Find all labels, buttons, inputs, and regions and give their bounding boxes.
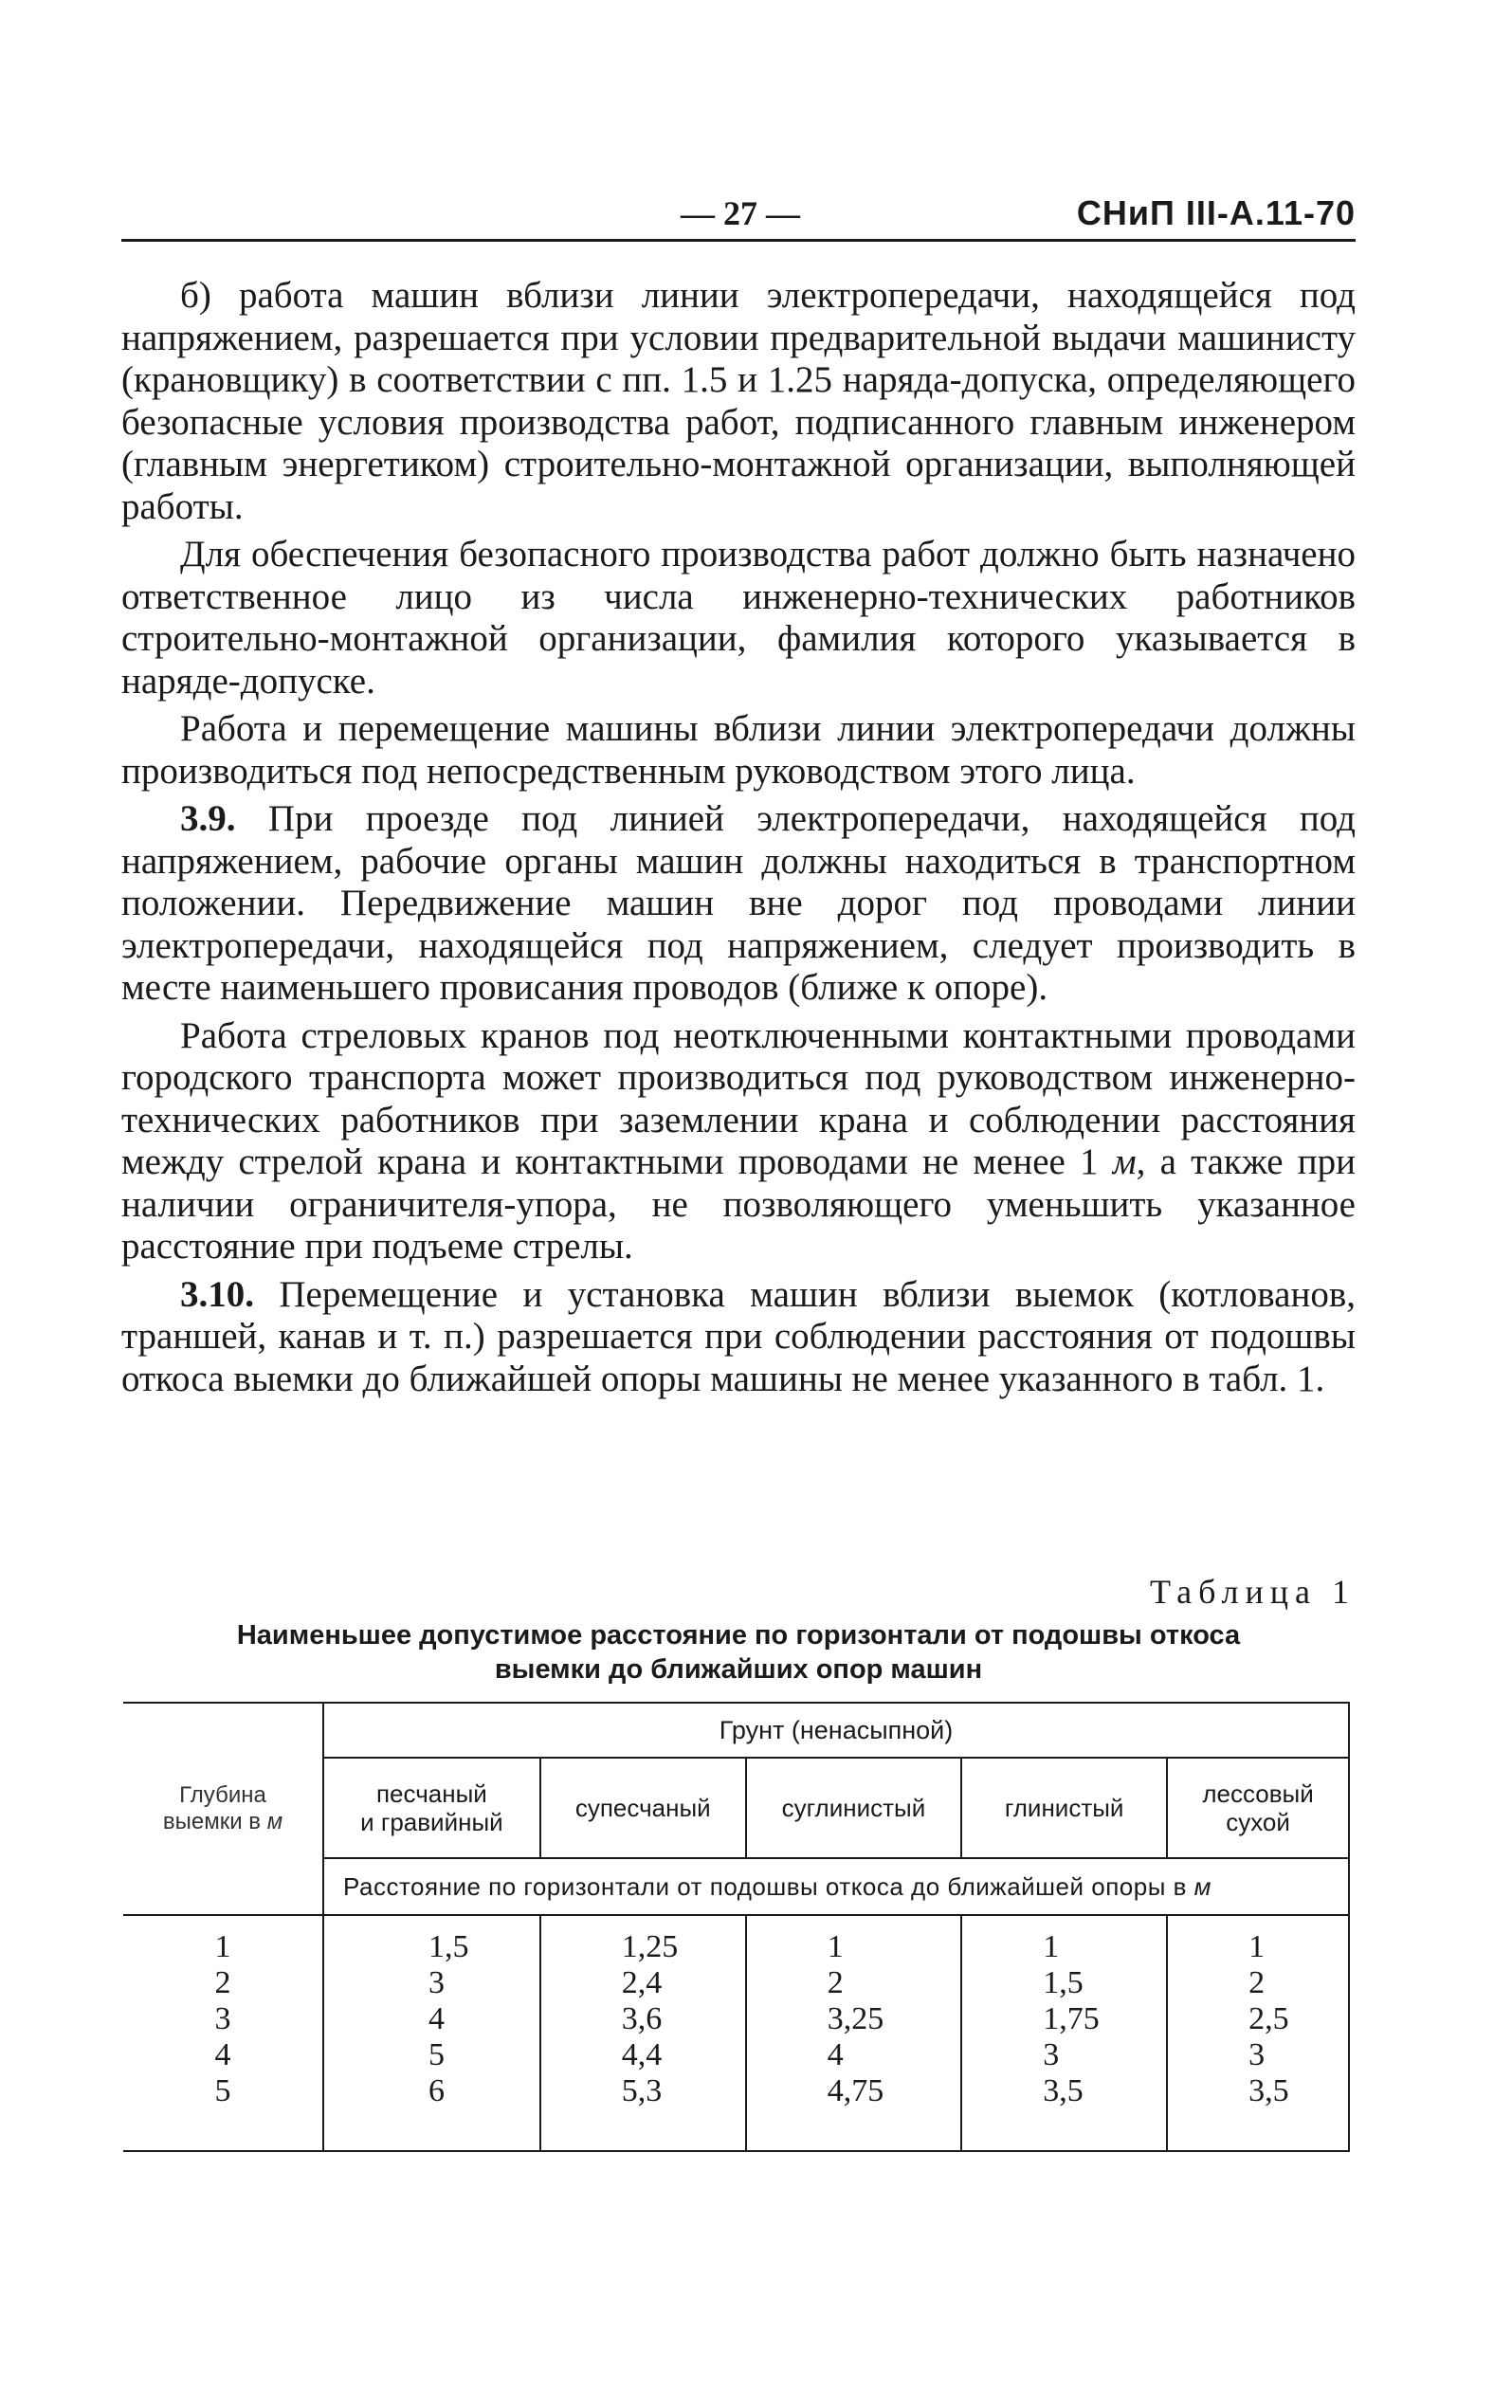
value-cell: 3,25 xyxy=(827,2001,884,2036)
soil-header-loess-line-2: сухой xyxy=(1226,1808,1290,1836)
table-data-row xyxy=(123,1915,1349,2151)
value-cell: 1 xyxy=(827,1929,844,1964)
paragraph-supervision: Работа и перемещение машины вблизи линии электропередачи должны производиться под непосредственным руководством этого лица. xyxy=(121,708,1356,792)
depth-cell: 1 xyxy=(214,1929,231,1964)
body-text xyxy=(121,275,1356,1406)
value-cell: 2 xyxy=(827,1965,844,2000)
table-label: Таблица 1 xyxy=(1150,1573,1356,1611)
distance-header-unit: м xyxy=(1193,1871,1211,1901)
distance-header xyxy=(323,1858,1349,1915)
table-title xyxy=(121,1618,1356,1687)
value-cell: 1,5 xyxy=(1043,1965,1084,2000)
depth-header-line-2 xyxy=(123,1809,322,1835)
value-cell: 3,5 xyxy=(1043,2073,1084,2108)
value-cell: 5,3 xyxy=(621,2073,663,2108)
clay-column xyxy=(961,1915,1167,2151)
soil-header-sand xyxy=(323,1758,540,1858)
value-cell: 3,5 xyxy=(1248,2073,1289,2108)
depth-header xyxy=(123,1703,323,1915)
depth-cell: 5 xyxy=(214,2073,231,2108)
page-number: — 27 — xyxy=(681,194,800,232)
value-cell: 1 xyxy=(1248,1929,1266,1964)
soil-header-sand-line-2: и гравийный xyxy=(360,1808,503,1836)
soil-header-sandy-loam: супесчаный xyxy=(540,1758,746,1858)
depth-header-line-1: Глубина xyxy=(179,1782,266,1808)
soil-header-loess-line-1: лессовый xyxy=(1202,1779,1314,1808)
value-cell: 1 xyxy=(1043,1929,1060,1964)
value-cell: 4,75 xyxy=(827,2073,884,2108)
soil-group-header: Грунт (ненасыпной) xyxy=(323,1703,1349,1758)
depth-header-text: выемки в xyxy=(162,1809,262,1834)
value-cell: 1,25 xyxy=(621,1929,679,1964)
depth-column xyxy=(123,1915,323,2151)
cranes-text-a: Работа стреловых кранов под неотключенными контактными проводами городского транспорта может производиться под руководством инженерно-технических работников при заземлении крана и соблюдении расстояния между стрелой крана и контактными проводами не менее 1 xyxy=(121,1014,1356,1182)
value-cell: 4 xyxy=(428,2001,445,2036)
value-cell: 2,4 xyxy=(621,1965,663,2000)
soil-header-loess xyxy=(1167,1758,1349,1858)
clause-text-3-9: При проезде под линией электропередачи, находящейся под напряжением, рабочие органы машин должны находиться в транспортном положении. Передвижение машин вне дорог под проводами линии электропередачи, находящейся под напряжением, следует производить в месте наименьшего провисания проводов (ближе к опоре). xyxy=(121,798,1357,1008)
value-cell: 5 xyxy=(428,2037,445,2072)
soil-header-loam: суглинистый xyxy=(746,1758,961,1858)
unit-meter: м, xyxy=(1112,1141,1146,1182)
value-cell: 2 xyxy=(1248,1965,1266,2000)
cranes-text-b: а также при наличии ограничителя-упора, не позволяющего уменьшить указанное расстояние при подъеме стрелы. xyxy=(121,1141,1357,1267)
sand-column xyxy=(323,1915,540,2151)
document-code: СНиП III-А.11-70 xyxy=(1076,193,1356,232)
depth-cell: 4 xyxy=(214,2037,231,2072)
paragraph-3-9 xyxy=(121,798,1356,1010)
value-cell: 4,4 xyxy=(621,2037,663,2072)
clause-number-3-9: 3.9. xyxy=(180,798,236,839)
value-cell: 3 xyxy=(1043,2037,1060,2072)
depth-cell: 2 xyxy=(214,1965,231,2000)
sandy-loam-column xyxy=(540,1915,746,2151)
table-title-line-2: выемки до ближайших опор машин xyxy=(494,1654,983,1685)
value-cell: 3,6 xyxy=(621,2001,663,2036)
value-cell: 2,5 xyxy=(1248,2001,1289,2036)
soil-header-clay: глинистый xyxy=(961,1758,1167,1858)
depth-cell: 3 xyxy=(214,2001,231,2036)
soil-header-sand-line-1: песчаный xyxy=(375,1779,487,1808)
paragraph-b: б) работа машин вблизи линии электропередачи, находящейся под напряжением, разрешается при условии предварительной выдачи машинисту (крановщику) в соответствии с пп. 1.5 и 1.25 наряда-допуска, определяющего безопасные условия производства работ, подписанного главным инженером (главным энергетиком) строительно-монтажной организации, выполняющей работы. xyxy=(121,275,1356,527)
loess-column xyxy=(1167,1915,1349,2151)
clause-number-3-10: 3.10. xyxy=(180,1273,254,1315)
page-header xyxy=(121,190,1356,242)
loam-column xyxy=(746,1915,961,2151)
clause-text-3-10: Перемещение и установка машин вблизи выемок (котлованов, траншей, канав и т. п.) разрешается при соблюдении расстояния от подошвы откоса выемки до ближайшей опоры машины не менее указанного в табл. 1. xyxy=(121,1273,1356,1399)
value-cell: 1,5 xyxy=(428,1929,469,1964)
value-cell: 3 xyxy=(428,1965,445,2000)
paragraph-responsible-person: Для обеспечения безопасного производства работ должно быть назначено ответственное лицо из числа инженерно-технических работников строительно-монтажной организации, фамилия которого указывается в наряде-допуске. xyxy=(121,534,1356,702)
value-cell: 1,75 xyxy=(1043,2001,1100,2036)
depth-header-unit: м xyxy=(266,1809,283,1834)
paragraph-cranes xyxy=(121,1015,1356,1268)
value-cell: 4 xyxy=(827,2037,844,2072)
table-title-line-1: Наименьшее допустимое расстояние по горизонтали от подошвы откоса xyxy=(236,1620,1241,1651)
distance-table xyxy=(123,1702,1350,2152)
value-cell: 6 xyxy=(428,2073,445,2108)
distance-header-text: Расстояние по горизонтали от подошвы откоса до ближайшей опоры в xyxy=(343,1871,1187,1901)
paragraph-3-10 xyxy=(121,1274,1356,1401)
value-cell: 3 xyxy=(1248,2037,1266,2072)
